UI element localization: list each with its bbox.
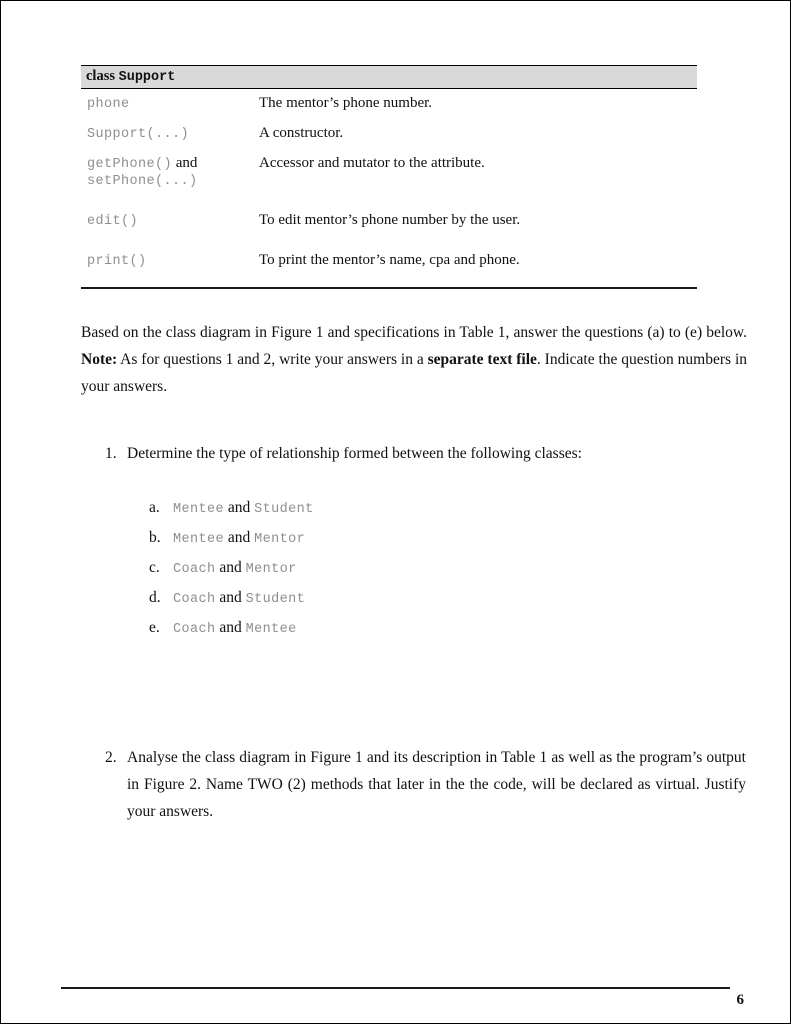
item-label: d.: [149, 589, 161, 606]
table-row: [81, 149, 697, 196]
member-code: edit(): [87, 214, 139, 229]
member-code: getPhone(): [87, 157, 173, 172]
intro-paragraph: [81, 319, 747, 400]
list-item: [149, 614, 746, 644]
question-1: [81, 440, 746, 467]
class-ref: Student: [245, 592, 306, 607]
note-text: As for questions 1 and 2, write your answers in a: [117, 351, 428, 368]
question-1-text: Determine the type of relationship formed between the following classes:: [127, 445, 582, 462]
list-item: [149, 524, 746, 554]
page-content: [1, 1, 746, 825]
class-ref: Coach: [173, 622, 216, 637]
page-number: 6: [736, 992, 744, 1008]
member-code-connector: and: [175, 155, 198, 171]
note-text-end: . Indicate the question numbers in your answers.: [81, 351, 748, 395]
intro-line: Based on the class diagram in Figure 1 and specifications in Table 1, answer the questions (a) to (e) below.: [81, 324, 747, 341]
list-item: [149, 494, 746, 524]
table-row: [81, 236, 697, 288]
member-code: phone: [87, 97, 130, 112]
and-connector: and: [215, 589, 246, 606]
table-row: [81, 196, 697, 236]
list-item: [149, 554, 746, 584]
list-item: [149, 584, 746, 614]
member-code-second: setPhone(...): [87, 174, 198, 189]
question-1-number: 1.: [105, 445, 117, 462]
footer-rule: [61, 987, 730, 989]
item-label: e.: [149, 619, 160, 636]
page-footer: [1, 987, 790, 1009]
and-connector: and: [224, 499, 255, 516]
member-desc: The mentor’s phone number.: [259, 95, 433, 111]
question-2: [81, 744, 746, 825]
member-desc: A constructor.: [259, 125, 344, 141]
note-bold-text: separate text file: [427, 351, 537, 368]
item-label: c.: [149, 559, 160, 576]
class-support-table: [81, 65, 697, 289]
question-2-number: 2.: [105, 749, 117, 766]
table-header-cell: [81, 66, 697, 89]
member-desc: Accessor and mutator to the attribute.: [259, 155, 485, 171]
question-1-sublist: [149, 494, 746, 644]
class-ref: Mentee: [245, 622, 297, 637]
member-desc: To print the mentor’s name, cpa and phone.: [259, 252, 520, 268]
table-row: [81, 119, 697, 149]
class-ref: Coach: [173, 562, 216, 577]
table-row: [81, 89, 697, 120]
member-desc: To edit mentor’s phone number by the user.: [259, 212, 521, 228]
class-ref: Mentee: [173, 502, 225, 517]
class-ref: Student: [254, 502, 314, 517]
note-label: Note:: [81, 351, 118, 368]
and-connector: and: [224, 529, 255, 546]
member-code: Support(...): [87, 127, 190, 142]
class-ref: Mentor: [254, 532, 306, 547]
question-2-text: Analyse the class diagram in Figure 1 and its description in Table 1 as well as the program’s output in Figure 2. Name TWO (2) methods that later in the the code, will be declared as virtual. Justify your answers.: [127, 749, 746, 820]
class-ref: Coach: [173, 592, 216, 607]
item-label: a.: [149, 499, 160, 516]
member-code: print(): [87, 254, 147, 269]
item-label: b.: [149, 529, 161, 546]
table-header-row: [81, 66, 697, 89]
class-ref: Mentee: [173, 532, 225, 547]
class-ref: Mentor: [245, 562, 297, 577]
and-connector: and: [215, 559, 246, 576]
class-keyword: class: [86, 68, 115, 84]
class-name: Support: [118, 70, 176, 85]
and-connector: and: [215, 619, 246, 636]
